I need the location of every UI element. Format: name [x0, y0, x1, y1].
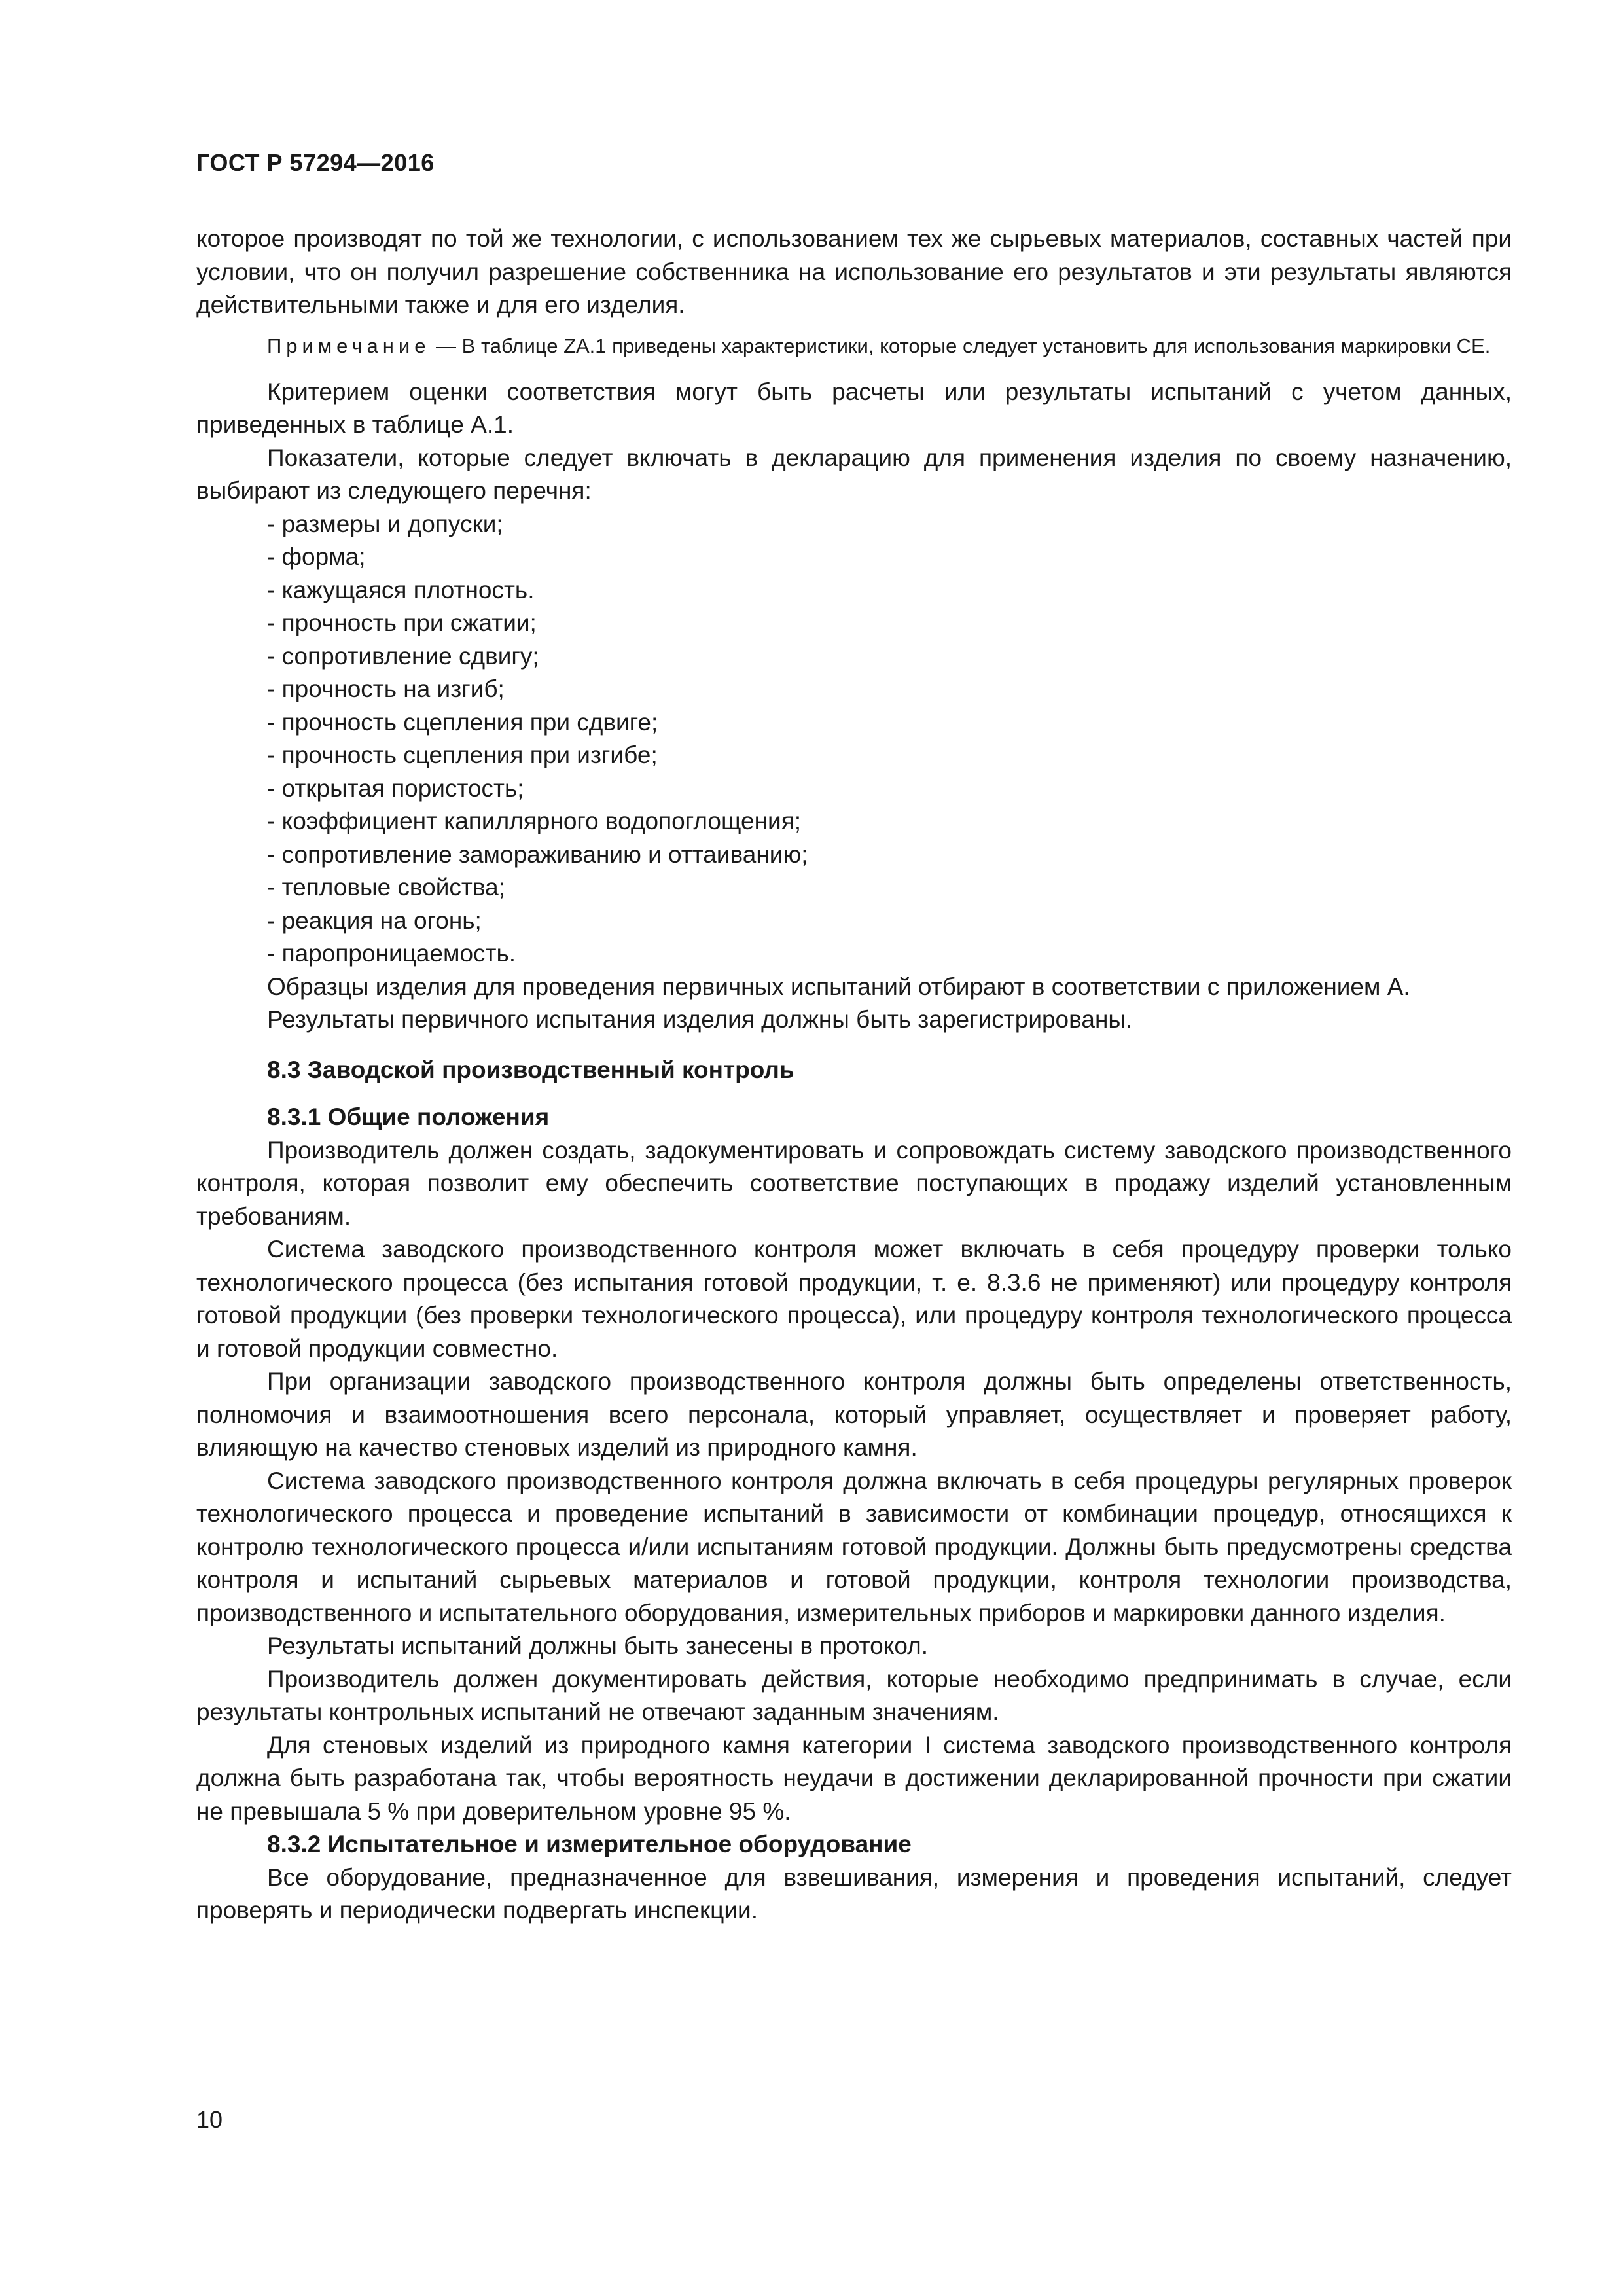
list-item: - прочность сцепления при изгибе;	[267, 742, 658, 768]
paragraph: При организации заводского производственного контроля должны быть определены ответственность, полномочия и взаимоотношения всего персонала, который управляет, осуществляет и проверяет работу, влияющую на качество стеновых изделий из природного камня.	[196, 1368, 1512, 1461]
list-item: - сопротивление сдвигу;	[267, 642, 539, 670]
list-item: - прочность на изгиб;	[267, 675, 505, 702]
list-item: - паропроницаемость.	[267, 940, 516, 967]
paragraph: Система заводского производственного контроля может включать в себя процедуру проверки только технологического процесса (без испытания готовой продукции, т. е. 8.3.6 не применяют) или процедуру контроля готовой продукции (без проверки технологического процесса), или процедуру контроля технологического процесса и готовой продукции совместно.	[196, 1236, 1512, 1362]
subsection-heading-8-3-2: 8.3.2 Испытательное и измерительное оборудование	[267, 1831, 912, 1857]
document-page	[196, 0, 1512, 2296]
list-item: - сопротивление замораживанию и оттаиванию;	[267, 840, 808, 868]
paragraph: Результаты первичного испытания изделия должны быть зарегистрированы.	[267, 1006, 1133, 1033]
paragraph: Критерием оценки соответствия могут быть расчеты или результаты испытаний с учетом данных, приведенных в таблице А.1.	[196, 378, 1512, 438]
paragraph: Система заводского производственного контроля должна включать в себя процедуры регулярных проверок технологического процесса и проведение испытаний в зависимости от комбинации процедур, относящихся к контролю технологического процесса и/или испытаниям готовой продукции. Должны быть предусмотрены средства контроля и испытаний сырьевых материалов и готовой продукции, контроля технологии производства, производственного и испытательного оборудования, измерительных приборов и маркировки данного изделия.	[196, 1467, 1512, 1626]
list-item: - тепловые свойства;	[267, 874, 505, 901]
paragraph-continuation: которое производят по той же технологии, с использованием тех же сырьевых материалов, составных частей при условии, что он получил разрешение собственника на использование его результатов и эти результаты являются действительными также и для его изделия.	[196, 225, 1512, 318]
standard-designation: ГОСТ Р 57294—2016	[196, 149, 435, 176]
paragraph: Результаты испытаний должны быть занесены в протокол.	[267, 1632, 928, 1659]
list-item: - прочность при сжатии;	[267, 609, 537, 636]
paragraph: Производитель должен документировать действия, которые необходимо предпринимать в случае, если результаты контрольных испытаний не отвечают заданным значениям.	[196, 1665, 1512, 1725]
list-item: - кажущаяся плотность.	[267, 576, 535, 603]
subsection-heading-8-3-1: 8.3.1 Общие положения	[267, 1103, 550, 1130]
note	[196, 331, 1512, 361]
list-item: - реакция на огонь;	[267, 906, 482, 934]
list-item: - коэффициент капиллярного водопоглощения;	[267, 808, 802, 834]
list-item: - форма;	[267, 543, 366, 570]
page-number: 10	[196, 2106, 223, 2133]
paragraph: Для стеновых изделий из природного камня категории I система заводского производственного контроля должна быть разработана так, чтобы вероятность неудачи в достижении декларированной прочности при сжатии не превышала 5 % при доверительном уровне 95 %.	[196, 1731, 1512, 1825]
indicator-list	[196, 508, 1512, 971]
paragraph: Все оборудование, предназначенное для взвешивания, измерения и проведения испытаний, следует проверять и периодически подвергать инспекции.	[196, 1863, 1512, 1924]
section-heading-8-3: 8.3 Заводской производственный контроль	[267, 1056, 794, 1083]
paragraph: Образцы изделия для проведения первичных испытаний отбирают в соответствии с приложением А.	[267, 973, 1410, 1000]
document-body	[196, 223, 1512, 1928]
note-text: — В таблице ZA.1 приведены характеристики, которые следует установить для использования маркировки СЕ.	[430, 334, 1491, 357]
list-item: - прочность сцепления при сдвиге;	[267, 708, 658, 736]
paragraph: Показатели, которые следует включать в декларацию для применения изделия по своему назначению, выбирают из следующего перечня:	[196, 444, 1512, 504]
paragraph: Производитель должен создать, задокументировать и сопровождать систему заводского производственного контроля, которая позволит ему обеспечить соответствие поступающих в продажу изделий установленным требованиям.	[196, 1136, 1512, 1230]
list-item: - размеры и допуски;	[267, 510, 503, 537]
list-item: - открытая пористость;	[267, 774, 524, 802]
note-label: Примечание	[267, 334, 431, 357]
